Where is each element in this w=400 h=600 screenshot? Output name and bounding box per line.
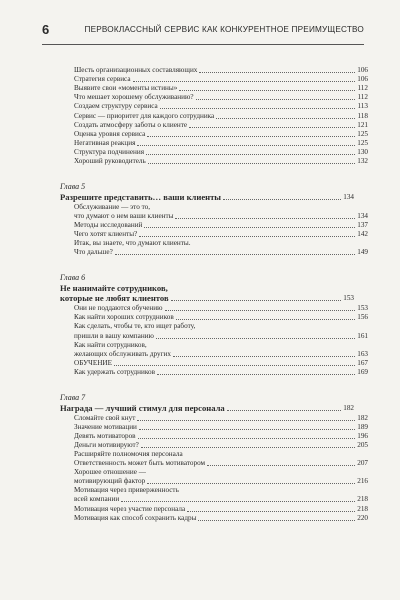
- leader-dots: [193, 245, 366, 246]
- toc-entry-title: Шесть организационных составляющих: [74, 66, 198, 74]
- leader-dots: [196, 98, 356, 100]
- toc-entry-title: Что мешает хорошему обслуживанию?: [74, 93, 194, 102]
- toc-entry: [60, 66, 368, 75]
- toc-entry-page: 218: [357, 495, 368, 504]
- leader-dots: [175, 217, 355, 219]
- toc-entry: [60, 468, 368, 477]
- chapter-title-text: Разрешите представить… ваши клиенты: [60, 191, 222, 202]
- leader-dots: [147, 135, 355, 137]
- toc-entry-title: ОБУЧЕНИЕ: [74, 358, 112, 367]
- chapter-title-text: Не нанимайте сотрудников,: [60, 282, 168, 293]
- toc-entry-title: Значение мотивации: [74, 422, 137, 431]
- toc-entry-page: 106: [357, 75, 368, 84]
- leader-dots: [181, 492, 366, 493]
- toc-entry-page: 216: [357, 477, 368, 486]
- toc-entry-title: Создать атмосферу заботы о клиенте: [74, 120, 188, 129]
- toc-entry: [60, 304, 368, 313]
- toc-entry-page: 118: [357, 111, 368, 120]
- toc-entry: [60, 212, 368, 221]
- toc-entry-page: 182: [357, 413, 368, 422]
- toc-entry-title: Расширяйте полномочия персонала: [74, 449, 183, 458]
- page-header: [42, 20, 364, 45]
- toc-entry-page: 167: [357, 358, 368, 367]
- toc-entry: [60, 359, 368, 368]
- chapter-title-text: которые не любят клиентов: [60, 293, 169, 304]
- toc-entry-title: Сервис — приоритет для каждого сотрудника: [74, 111, 215, 120]
- leader-dots: [176, 318, 355, 320]
- toc-entry: [60, 332, 368, 341]
- leader-dots: [148, 474, 366, 475]
- leader-dots: [207, 464, 355, 466]
- leader-dots: [138, 437, 356, 439]
- toc-entry: [60, 139, 368, 148]
- toc-entry-page: 130: [357, 147, 368, 156]
- chapter-title: [60, 293, 354, 303]
- toc-entry: [60, 157, 368, 166]
- toc-entry-page: 112: [357, 93, 368, 102]
- toc-entry: [60, 239, 368, 248]
- toc-entry: [60, 423, 368, 432]
- leader-dots: [157, 373, 355, 375]
- leader-dots: [227, 409, 341, 411]
- toc-entry-title: Деньги мотивируют?: [74, 440, 139, 449]
- chapter-label: Глава 7: [60, 393, 86, 402]
- toc-entry-page: 142: [357, 229, 368, 238]
- leader-dots: [197, 328, 366, 329]
- toc-entry: [60, 495, 368, 504]
- toc-entry: [60, 221, 368, 230]
- chapter-label: Глава 5: [60, 182, 86, 192]
- toc-entry-page: 196: [357, 431, 368, 440]
- toc-entry: [60, 121, 368, 130]
- toc-entry: [60, 93, 368, 102]
- toc-entry-page: 207: [357, 459, 368, 467]
- leader-dots: [139, 428, 355, 430]
- page-number: 6: [42, 22, 50, 37]
- toc-entry-title: желающих обслуживать других: [74, 349, 171, 358]
- toc-entry-title: что думают о нем ваши клиенты: [74, 211, 174, 220]
- toc-entry: [60, 248, 368, 257]
- toc-entry-title: Сломайте свой кнут: [74, 413, 136, 422]
- toc-entry-title: Как сделать, чтобы те, кто ищет работу,: [74, 322, 196, 331]
- toc-entry: [60, 112, 368, 121]
- leader-dots: [185, 456, 366, 457]
- leader-dots: [189, 126, 355, 128]
- leader-dots: [216, 117, 355, 119]
- toc-entry-page: 153: [357, 304, 368, 313]
- chapter-title-text: Награда — лучший стимул для персонала: [60, 402, 225, 413]
- leader-dots: [137, 419, 355, 421]
- leader-dots: [187, 510, 355, 512]
- toc-entry: [60, 505, 368, 514]
- toc-entry-page: 189: [357, 422, 368, 431]
- toc-entry-title: Они не поддаются обучению: [74, 304, 163, 313]
- chapter-page: 153: [343, 294, 354, 303]
- chapter-title: [60, 283, 354, 293]
- toc-entry-title: Хорошее отношение —: [74, 468, 146, 477]
- leader-dots: [144, 226, 355, 228]
- toc-entry-page: 220: [357, 513, 368, 522]
- running-title: ПЕРВОКЛАССНЫЙ СЕРВИС КАК КОНКУРЕНТНОЕ ПРЕИМУЩЕСТВО: [84, 25, 364, 34]
- toc-entry-title: Как удержать сотрудников: [74, 367, 155, 376]
- toc-entry: [60, 486, 368, 495]
- toc-entry-page: 149: [357, 248, 368, 257]
- leader-dots: [146, 153, 355, 155]
- toc-entry-page: 106: [357, 66, 368, 74]
- toc-entry-title: Мотивация через участие персонала: [74, 504, 186, 513]
- toc-entry: [60, 102, 368, 111]
- toc-entry-title: Мотивация как способ сохранить кадры: [74, 513, 197, 522]
- leader-dots: [179, 89, 355, 91]
- toc-entry-page: 137: [357, 220, 368, 229]
- leader-dots: [165, 309, 356, 311]
- chapter-title: [60, 403, 354, 413]
- toc-entry: [60, 130, 368, 139]
- toc-entry-title: Обслуживание — это то,: [74, 202, 151, 211]
- toc-entry-page: 156: [357, 313, 368, 322]
- toc-entry-title: Что дальше?: [74, 248, 113, 257]
- toc-entry: [60, 432, 368, 441]
- toc-entry-title: Как найти сотрудников,: [74, 340, 147, 349]
- toc-entry-page: 132: [357, 157, 368, 165]
- leader-dots: [199, 71, 355, 73]
- toc-entry: [60, 459, 368, 468]
- toc-entry-title: Чего хотят клиенты?: [74, 229, 138, 238]
- toc-entry: [60, 203, 368, 212]
- toc-entry-title: Структура подчинения: [74, 147, 145, 156]
- toc-entry-page: 161: [357, 331, 368, 340]
- toc-entry: [60, 477, 368, 486]
- leader-dots: [171, 299, 342, 301]
- leader-dots: [170, 290, 352, 291]
- toc-entry-title: пришли в вашу компанию: [74, 331, 154, 340]
- toc-entry-page: 112: [357, 84, 368, 93]
- toc-entry-title: Хороший руководитель: [74, 157, 146, 165]
- toc-entry-title: Стратегия сервиса: [74, 75, 131, 84]
- toc-entry-page: 163: [357, 349, 368, 358]
- toc-entry: [60, 230, 368, 239]
- leader-dots: [139, 235, 355, 237]
- toc-entry: [60, 441, 368, 450]
- leader-dots: [198, 519, 355, 521]
- toc-entry-page: 121: [357, 120, 368, 129]
- toc-entry: [60, 368, 368, 377]
- toc-entry-title: Выявите свои «моменты истины»: [74, 84, 178, 93]
- toc-entry-page: 125: [357, 138, 368, 147]
- toc-entry-title: Девять мотиваторов: [74, 431, 136, 440]
- toc-entry: [60, 350, 368, 359]
- chapter-title: [60, 192, 354, 202]
- toc-entry: [60, 84, 368, 93]
- toc-entry: [60, 414, 368, 423]
- toc-entry-title: Негативная реакция: [74, 138, 136, 147]
- toc-entry: [60, 148, 368, 157]
- chapter-label: Глава 6: [60, 273, 86, 283]
- toc-entry-title: Создаем структуру сервиса: [74, 102, 158, 111]
- toc-entry-title: Как найти хороших сотрудников: [74, 313, 174, 322]
- leader-dots: [148, 162, 355, 164]
- chapter-page: 182: [343, 403, 354, 412]
- toc-entry-title: мотивирующий фактор: [74, 477, 146, 486]
- leader-dots: [173, 355, 355, 357]
- leader-dots: [147, 482, 355, 484]
- chapter-page: 134: [343, 192, 354, 201]
- toc-entry-page: 169: [357, 367, 368, 376]
- leader-dots: [152, 209, 366, 210]
- leader-dots: [114, 364, 355, 366]
- leader-dots: [156, 337, 355, 339]
- toc-entry-page: 218: [357, 504, 368, 513]
- toc-entry: [60, 450, 368, 459]
- toc-entry-page: 125: [357, 129, 368, 138]
- toc-entry: [60, 322, 368, 331]
- toc-entry: [60, 75, 368, 84]
- leader-dots: [223, 198, 341, 200]
- toc-entry-page: 134: [357, 211, 368, 220]
- leader-dots: [160, 107, 356, 109]
- toc-entry-title: Мотивация через приверженность: [74, 486, 179, 495]
- toc-entry: [60, 514, 368, 523]
- leader-dots: [121, 500, 355, 502]
- toc-entry-title: Ответственность может быть мотиватором: [74, 459, 206, 467]
- leader-dots: [141, 446, 355, 448]
- toc-entry: [60, 313, 368, 322]
- leader-dots: [137, 144, 355, 146]
- toc-entry-page: 113: [357, 102, 368, 111]
- leader-dots: [133, 80, 356, 82]
- toc-entry-title: Оценка уровня сервиса: [74, 129, 146, 138]
- leader-dots: [149, 347, 366, 348]
- toc-entry-title: Итак, вы знаете, что думают клиенты.: [74, 239, 191, 247]
- toc-entry-title: всей компании: [74, 495, 120, 504]
- toc-entry-page: 205: [357, 440, 368, 449]
- leader-dots: [115, 253, 355, 255]
- toc-entry-title: Методы исследований: [74, 220, 143, 229]
- toc-entry: [60, 341, 368, 350]
